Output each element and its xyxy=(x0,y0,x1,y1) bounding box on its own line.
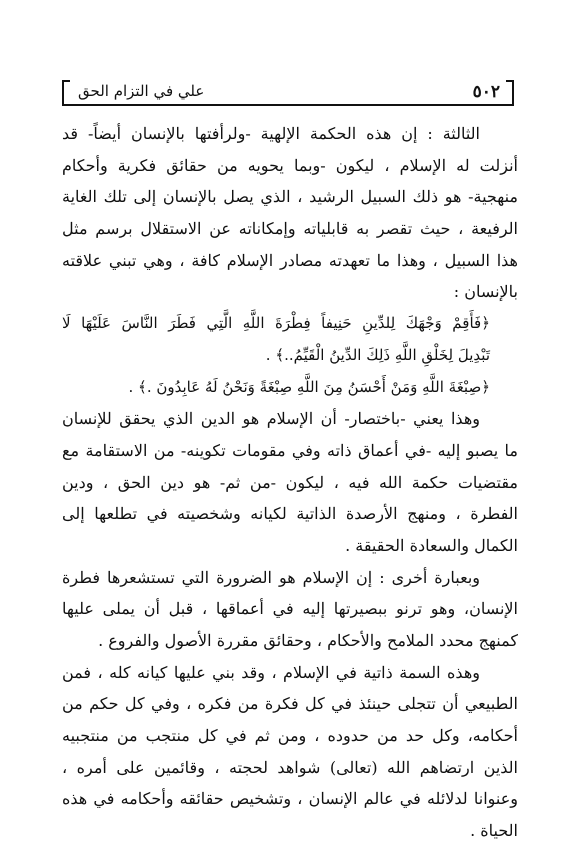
text-line: وعنوانا لدلائله في عالم الإنسان ، وتشخيص حقائقه وأحكامه في هذه xyxy=(62,789,518,809)
text-line: الثالثة : إن هذه الحكمة الإلهية -ولرأفتها بالإنسان أيضاً- قد xyxy=(62,124,480,143)
text-line: الرفيعة ، حيث تقصر به قابلياته وإمكاناته عن الاستقلال برسم مثل xyxy=(62,219,518,239)
quran-verse-line: تَبْدِيلَ لِخَلْقِ اللَّهِ ذَلِكَ الدِّينُ الْقَيِّمُ..﴾ . xyxy=(265,345,490,364)
text-line: الذين ارتضاهم الله (تعالى) شواهد لحجته ، وقائمين على أمره ، xyxy=(62,757,518,777)
text-line: أنزلت له الإسلام ، ليكون -وبما يحويه من حقائق فكرية وأحكام xyxy=(62,155,518,175)
text-line: كمنهج محدد الملامح والأحكام ، وحقائق مقررة الأصول والفروع . xyxy=(98,631,518,650)
text-line: الكمال والسعادة الحقيقة . xyxy=(345,535,518,555)
text-line: وهذه السمة ذاتية في الإسلام ، وقد بني عليها كيانه كله ، فمن xyxy=(62,662,480,682)
text-line: وهذا يعني -باختصار- أن الإسلام هو الدين الذي يحقق للإنسان xyxy=(62,409,480,429)
text-line: الحياة . xyxy=(470,821,518,841)
header-bracket-left xyxy=(62,80,70,106)
text-line: منهجية- هو ذلك السبيل الرشيد ، الذي يصل بالإنسان إلى تلك الغاية xyxy=(62,187,518,207)
page-header xyxy=(62,76,514,106)
text-line: مقتضيات حكمة الله فيه ، ليكون -من ثم- هو دين الحق ، ودين xyxy=(62,472,518,492)
quran-verse-line: ﴿صِبْغَةَ اللَّهِ وَمَنْ أَحْسَنُ مِنَ اللَّهِ صِبْغَةً وَنَحْنُ لَهُ عَابِدُونَ .﴾ . xyxy=(128,377,490,396)
running-title: علي في التزام الحق xyxy=(78,82,205,100)
text-line: وبعبارة أخرى : إن الإسلام هو الضرورة التي تستشعرها فطرة xyxy=(62,567,480,587)
text-line: ما يصبو إليه -في أعماق ذاته وفي مقومات تكوينه- من الاستقامة مع xyxy=(62,440,518,460)
page-number: ٥٠٢ xyxy=(472,82,500,102)
header-rule xyxy=(62,104,514,106)
text-line: الفطرة ، ومنهج الأرصدة الذاتية لكيانه وشخصيته في تطلعها إلى xyxy=(62,504,518,524)
text-line: الإنسان، وهو ترنو ببصيرتها إليه في أعماقها ، قبل أن يملى عليها xyxy=(62,599,518,619)
text-line: بالإنسان : xyxy=(453,282,518,302)
body-text xyxy=(62,118,518,847)
text-line: هذا السبيل ، وهذا ما تعهدته مصادر الإسلام كافة ، وهي تبني علاقته xyxy=(62,250,518,270)
quran-verse-line: ﴿فَأَقِمْ وَجْهَكَ لِلدِّينِ حَنِيفاً فِطْرَةَ اللَّهِ الَّتِي فَطَرَ النَّاسَ عَلَيْهَا لَا xyxy=(62,314,490,333)
header-bracket-right xyxy=(506,80,514,106)
text-line: الطبيعي أن تتجلى حينئذ في كل فكرة من فكره ، وفي كل حكم من xyxy=(62,694,518,714)
text-line: أحكامه، وكل حد من حدوده ، ومن ثم في كل منتجب من منتجبيه xyxy=(62,726,518,746)
